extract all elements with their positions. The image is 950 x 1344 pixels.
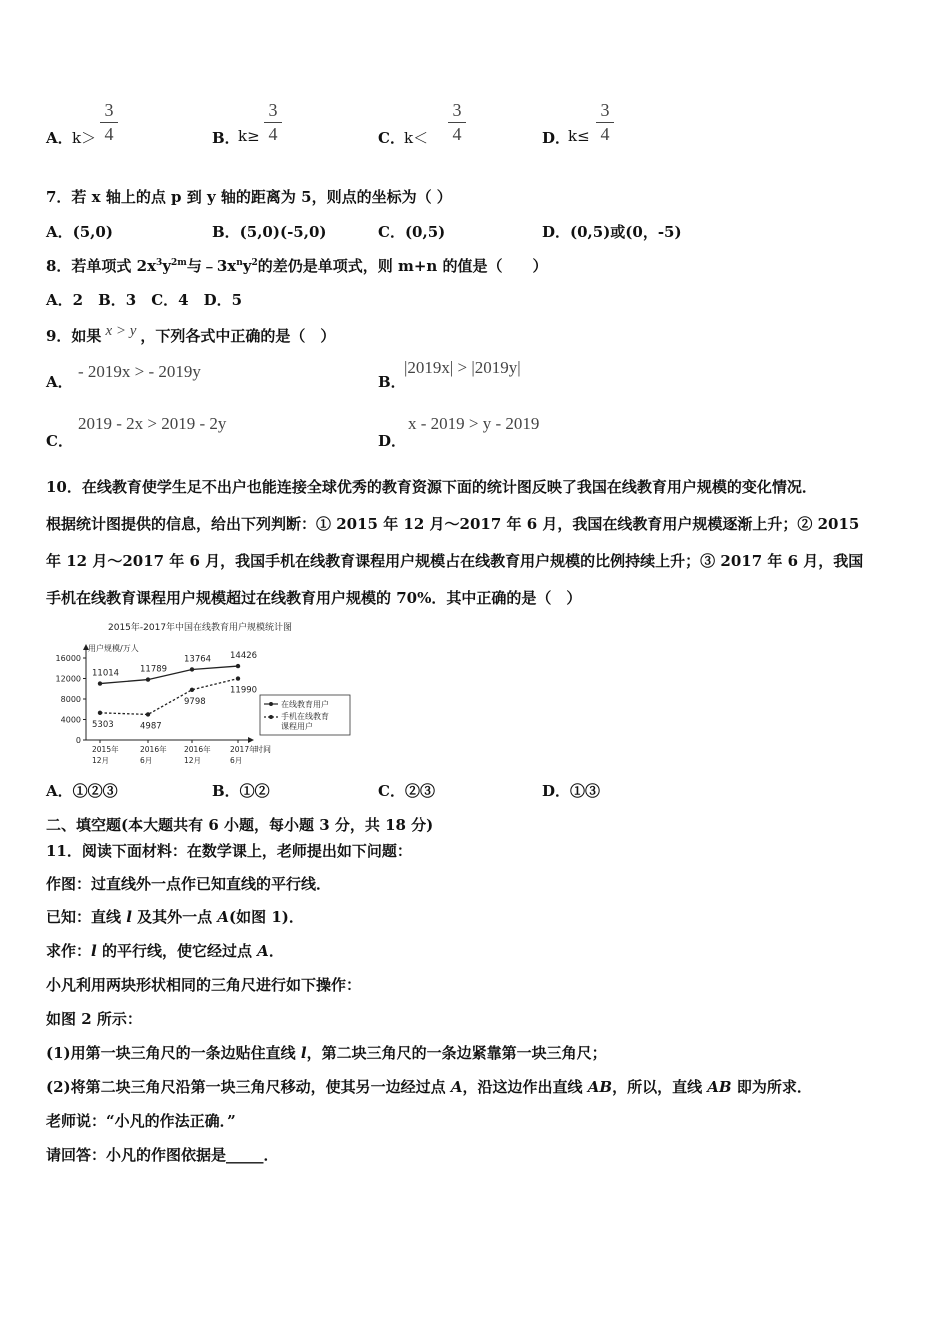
- mobile-users-point: [98, 711, 102, 715]
- q10-line-4: 手机在线教育课程用户规模超过在线教育用户规模的 70%．其中正确的是（ ）: [46, 589, 582, 607]
- y-tick-label: 4000: [60, 715, 81, 725]
- q11-text: 及其外一点: [131, 908, 218, 926]
- q9-option-b-expr: |2019x| > |2019y|: [404, 358, 521, 377]
- q6-option-d-num: 3: [600, 100, 610, 120]
- q9-stem-part: ，下列各式中正确的是（ ）: [140, 327, 336, 345]
- x-tick-label-year: 2017年: [230, 745, 257, 754]
- q11-italic: AB: [707, 1078, 732, 1096]
- chart-title: 2015年-2017年中国在线教育用户规模统计图: [108, 623, 293, 633]
- q11-italic: AB: [587, 1078, 613, 1096]
- q11-text: (如图 1)．: [229, 908, 304, 926]
- q11-line-9: 老师说：“小凡的作法正确．”: [46, 1112, 236, 1130]
- legend-solid-dot: [269, 702, 273, 706]
- q7-option-b: B．(5,0)(-5,0): [212, 223, 327, 241]
- q6-option-a-fraction: [100, 100, 118, 145]
- x-tick-label-month: 6月: [230, 756, 243, 765]
- q9-option-a-expr: - 2019x > - 2019y: [78, 362, 201, 381]
- q10-line-2: 根据统计图提供的信息，给出下列判断：① 2015 年 12 月～2017 年 6 月，我国在线教育用户规模逐渐上升；② 2015: [46, 515, 860, 533]
- q8-stem-part: 与﹣3x: [186, 257, 237, 275]
- x-tick-label-year: 2016年: [184, 745, 211, 754]
- q6-option-d-fraction: [596, 100, 614, 145]
- q11-text: ，所以，直线: [612, 1078, 708, 1096]
- x-tick-label-year: 2015年: [92, 745, 119, 754]
- x-tick-label-year: 2016年: [140, 745, 167, 754]
- q11-line-1: 11．阅读下面材料：在数学课上，老师提出如下问题：: [46, 842, 412, 860]
- q11-text: ，沿这边作出直线: [462, 1078, 588, 1096]
- q10-option-a: A．①②③: [46, 782, 118, 800]
- q8-sup: 3: [156, 258, 163, 268]
- q9-option-d-expr: x - 2019 > y - 2019: [408, 414, 540, 433]
- q11-line-5: 小凡利用两块形状相同的三角尺进行如下操作：: [46, 976, 362, 994]
- y-tick-label: 16000: [55, 654, 81, 663]
- q11-italic: A: [450, 1078, 463, 1096]
- legend-label-mobile-2: 课程用户: [281, 722, 313, 731]
- q11-italic: A: [257, 942, 269, 960]
- q9-option-d-letter: D．: [378, 432, 407, 450]
- q6-option-b-den: 4: [268, 124, 278, 144]
- chart-axes: [56, 644, 258, 765]
- q7-option-d: D．(0,5)或(0，-5): [542, 223, 682, 241]
- q11-text: (2)将第二块三角尺沿第一块三角尺移动，使其另一边经过点: [46, 1078, 451, 1096]
- chart-xlabel: 时间: [255, 745, 271, 754]
- q9-condition: x > y: [105, 323, 137, 339]
- q9-option-a-letter: A．: [46, 373, 73, 391]
- chart-ylabel: 用户规模/万人: [88, 644, 139, 653]
- q9-option-c-expr: 2019 - 2x > 2019 - 2y: [78, 414, 227, 433]
- q6-option-a-letter: A．: [46, 129, 73, 147]
- q10-option-d: D．①③: [542, 782, 601, 800]
- q11-line-2: 作图：过直线外一点作已知直线的平行线．: [46, 875, 332, 893]
- q11-line-10: 请回答：小凡的作图依据是_____．: [46, 1146, 279, 1164]
- q11-italic: A: [217, 908, 230, 926]
- mobile-users-point: [236, 676, 240, 680]
- mobile-users-point: [190, 688, 194, 692]
- q6-option-d-rel: k≤: [568, 127, 590, 145]
- q6-option-c-num: 3: [452, 100, 462, 120]
- x-axis-arrow: [248, 737, 254, 743]
- q8-sup: 2: [251, 258, 258, 268]
- q8-stem-part: y: [242, 257, 252, 275]
- q6-option-a-num: 3: [104, 100, 114, 120]
- online-users-data-label: 13764: [184, 654, 212, 665]
- q11-line-3: [46, 906, 304, 927]
- q8-sup: n: [236, 258, 243, 268]
- y-tick-label: 8000: [60, 695, 81, 704]
- q6-option-d-den: 4: [600, 124, 610, 144]
- online-users-data-label: 14426: [230, 651, 258, 662]
- q11-text: 的平行线，使它经过点: [96, 942, 258, 960]
- q9-stem: [46, 323, 335, 346]
- q11-text: (1)用第一块三角尺的一条边贴住直线: [46, 1044, 301, 1062]
- online-users-line: [100, 666, 238, 683]
- q11-text: ．: [268, 942, 284, 960]
- mobile-users-data-label: 4987: [140, 721, 162, 732]
- q6-option-c-rel: k＜: [404, 129, 429, 147]
- q11-line-4: [46, 940, 284, 961]
- q6-option-a-rel: k＞: [72, 129, 97, 147]
- q9-option-c-letter: C．: [46, 432, 73, 450]
- q8-stem-part: y: [162, 257, 172, 275]
- q8-stem: [46, 255, 548, 276]
- legend-label-online: 在线教育用户: [281, 700, 329, 709]
- q11-text: 求作：: [46, 942, 92, 960]
- q10-line-3: 年 12 月～2017 年 6 月，我国手机在线教育课程用户规模占在线教育用户规模的比例持续上升；③ 2017 年 6 月，我国: [46, 552, 864, 570]
- q6-option-c-fraction: [448, 100, 466, 145]
- mobile-users-data-label: 11990: [230, 685, 258, 696]
- x-tick-label-month: 6月: [140, 756, 153, 765]
- q11-italic: l: [91, 942, 97, 960]
- q11-text: ，第二块三角尺的一条边紧靠第一块三角尺；: [306, 1044, 607, 1062]
- q6-option-b-rel: k≥: [238, 127, 260, 145]
- q6-option-d-letter: D．: [542, 129, 571, 147]
- mobile-users-data-label: 5303: [92, 719, 114, 730]
- mobile-users-point: [146, 712, 150, 716]
- q6-option-b-letter: B．: [212, 129, 240, 147]
- q9-stem-part: 9．如果: [46, 327, 102, 345]
- online-users-point: [190, 667, 194, 671]
- mobile-users-line: [100, 679, 238, 715]
- q11-text: 即为所求．: [731, 1078, 812, 1096]
- online-users-data-label: 11014: [92, 668, 120, 679]
- q8-stem-part: 的差仍是单项式，则 m+n 的值是（ ）: [257, 257, 548, 275]
- legend-dashed-dot: [269, 715, 273, 719]
- online-users-point: [98, 681, 102, 685]
- online-users-point: [236, 664, 240, 668]
- q6-option-c-den: 4: [452, 124, 462, 144]
- q11-text: 已知：直线: [46, 908, 127, 926]
- y-tick-label: 0: [75, 736, 81, 745]
- q10-option-c: C．②③: [378, 782, 435, 800]
- q11-line-7: [46, 1042, 607, 1063]
- user-scale-line-chart: [52, 618, 372, 770]
- q7-option-a: A．(5,0): [46, 223, 113, 241]
- x-tick-label-month: 12月: [184, 756, 202, 765]
- q11-italic: l: [126, 908, 132, 926]
- q6-option-c-letter: C．: [378, 129, 405, 147]
- q8-stem-part: 8．若单项式 2x: [46, 257, 157, 275]
- q11-italic: l: [300, 1044, 307, 1062]
- q7-option-c: C．(0,5): [378, 223, 446, 241]
- q7-stem: 7．若 x 轴上的点 p 到 y 轴的距离为 5，则点的坐标为（ ）: [46, 188, 452, 206]
- chart-marks: [92, 651, 257, 731]
- online-users-point: [146, 677, 150, 681]
- q6-option-a-den: 4: [104, 124, 114, 144]
- q8-sup: 2m: [171, 258, 187, 268]
- q10-line-1: 10．在线教育使学生足不出户也能连接全球优秀的教育资源下面的统计图反映了我国在线教育用户规模的变化情况．: [46, 478, 817, 496]
- q11-line-6: 如图 2 所示：: [46, 1010, 142, 1028]
- q9-option-b-letter: B．: [378, 373, 406, 391]
- y-tick-label: 12000: [55, 674, 81, 684]
- section-heading: 二、填空题(本大题共有 6 小题，每小题 3 分，共 18 分): [46, 816, 434, 834]
- q11-line-8: [46, 1076, 812, 1097]
- q10-option-b: B．①②: [212, 782, 270, 800]
- q6-option-b-num: 3: [268, 100, 278, 120]
- q6-option-b-fraction: [264, 100, 282, 145]
- x-tick-label-month: 12月: [92, 756, 110, 765]
- online-users-data-label: 11789: [140, 664, 168, 675]
- q8-options: A．2 B．3 C．4 D．5: [46, 291, 243, 309]
- legend-label-mobile: 手机在线教育: [281, 712, 329, 721]
- mobile-users-data-label: 9798: [184, 696, 206, 707]
